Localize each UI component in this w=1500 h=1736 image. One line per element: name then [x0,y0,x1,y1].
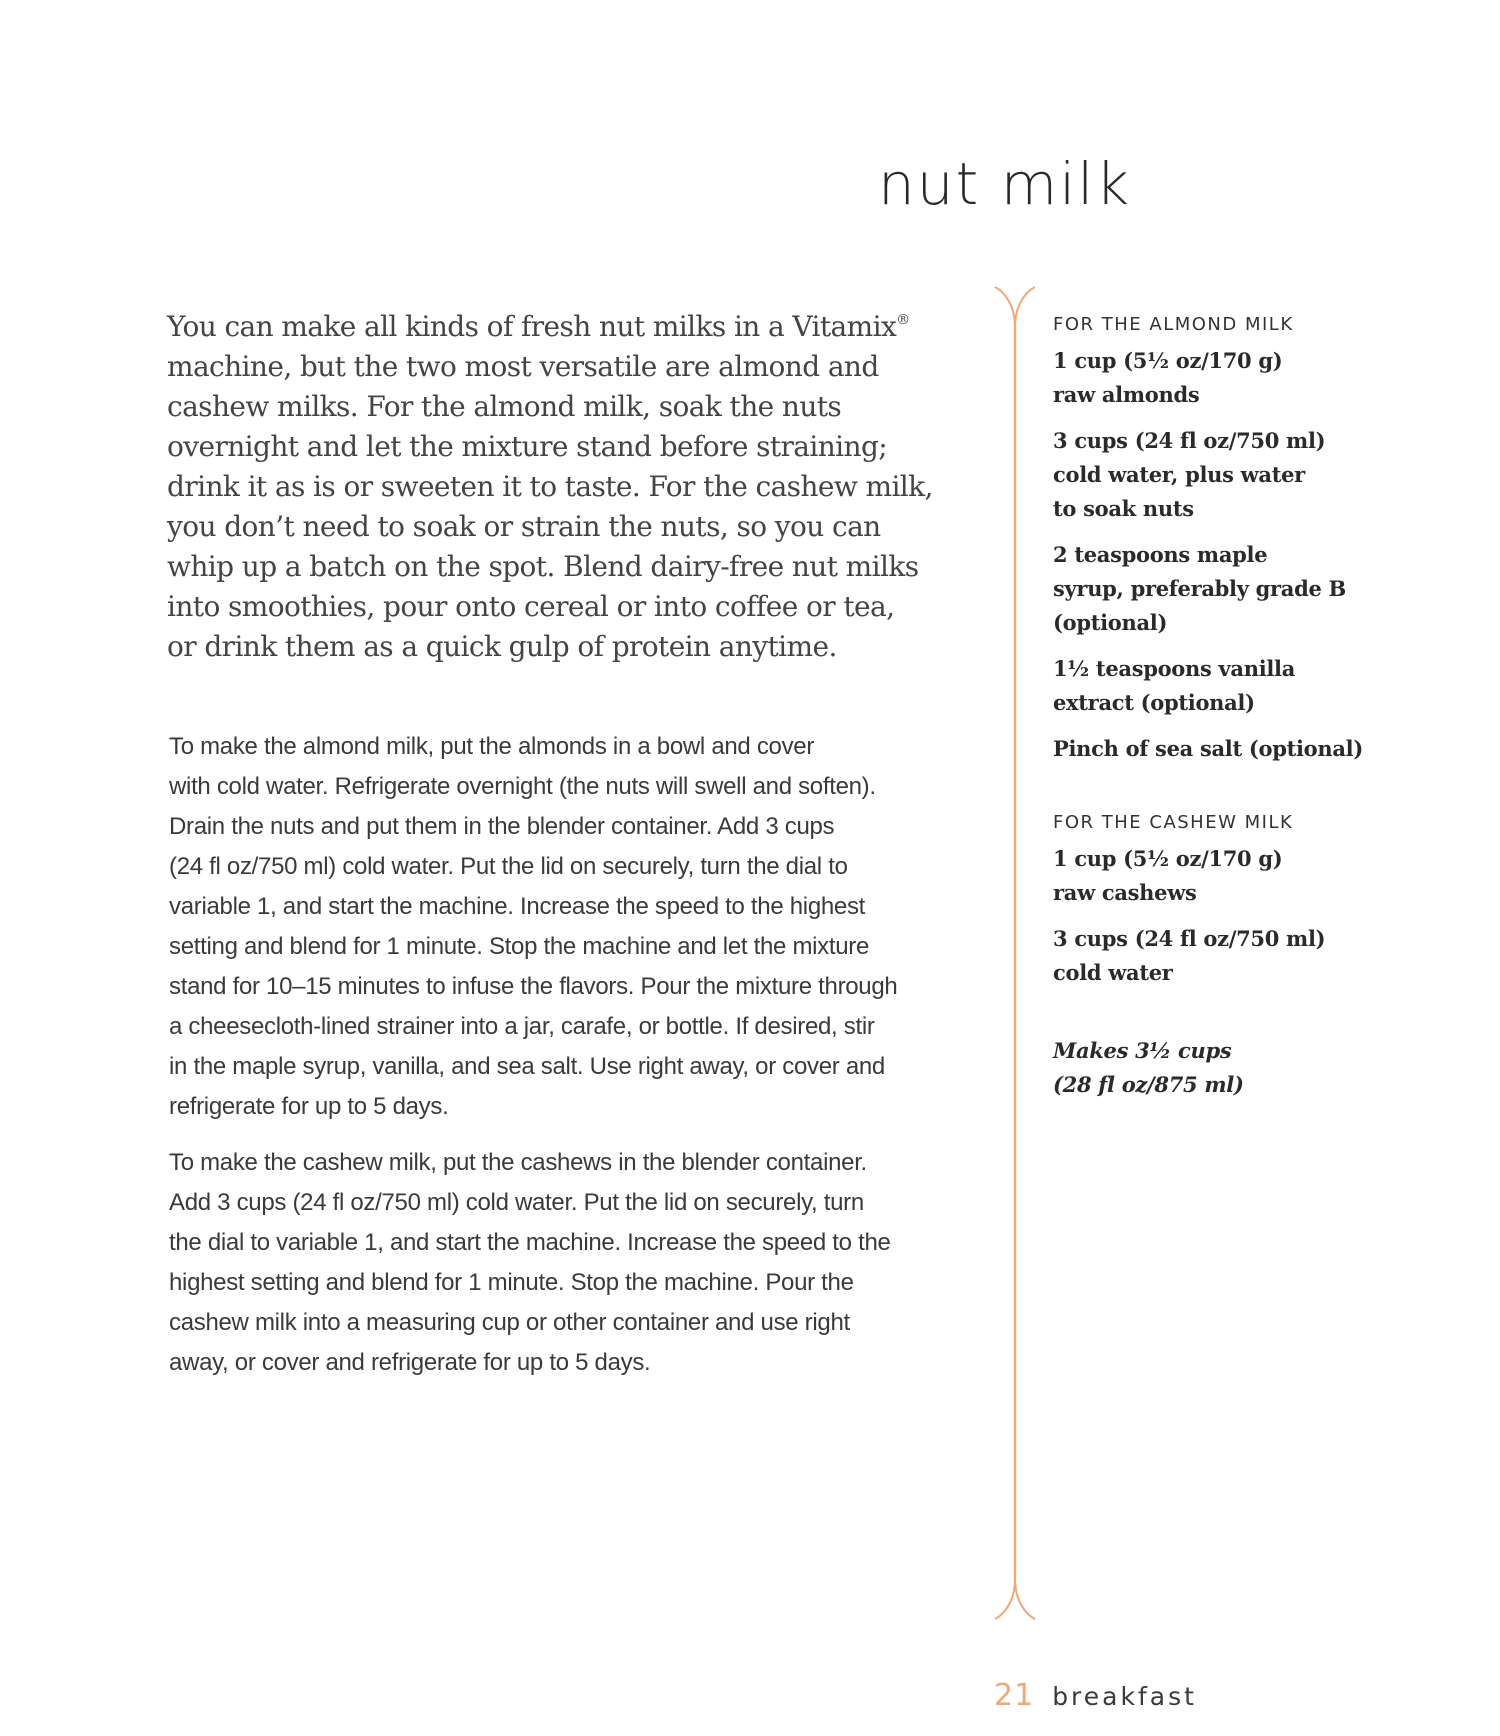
ingredient-line: extract (optional) [1053,690,1255,715]
intro-line: You can make all kinds of fresh nut milks in a Vitamix® [167,310,910,343]
column-divider [993,283,1043,1623]
method-line: refrigerate for up to 5 days. [169,1093,449,1120]
method-line: with cold water. Refrigerate overnight (the nuts will swell and soften). [169,773,876,800]
method-line: in the maple syrup, vanilla, and sea salt. Use right away, or cover and [169,1053,885,1080]
ingredient-line: syrup, preferably grade B [1053,576,1346,601]
recipe-yield [1053,1034,1483,1102]
divider-bottom-flourish [995,1577,1035,1619]
method-line: away, or cover and refrigerate for up to 5 days. [169,1349,651,1376]
ingredient-line: cold water, plus water [1053,462,1305,487]
method-line: To make the cashew milk, put the cashews in the blender container. [169,1149,867,1176]
ingredient-line: 1½ teaspoons vanilla [1053,656,1296,681]
method-line: a cheesecloth-lined strainer into a jar, carafe, or bottle. If desired, stir [169,1013,875,1040]
cashew-method-paragraph [169,1143,969,1383]
almond-method-paragraph [169,727,969,1127]
intro-line: cashew milks. For the almond milk, soak the nuts [167,390,842,423]
method-line: To make the almond milk, put the almonds in a bowl and cover [169,733,815,760]
ingredients-sidebar [1053,310,1483,1102]
method-line: variable 1, and start the machine. Increase the speed to the highest [169,893,866,920]
intro-line: into smoothies, pour onto cereal or into coffee or tea, [167,590,895,623]
ingredient-item [1053,842,1483,910]
ingredient-item [1053,424,1483,526]
yield-line: (28 fl oz/875 ml) [1053,1072,1244,1097]
ingredient-item [1053,652,1483,720]
intro-line: overnight and let the mixture stand before straining; [167,430,888,463]
method-line: (24 fl oz/750 ml) cold water. Put the lid on securely, turn the dial to [169,853,848,880]
method-section [169,727,969,1399]
page-footer [994,1678,1197,1713]
method-line: Drain the nuts and put them in the blender container. Add 3 cups [169,813,835,840]
intro-line: whip up a batch on the spot. Blend dairy-free nut milks [167,550,919,583]
method-line: cashew milk into a measuring cup or other container and use right [169,1309,850,1336]
intro-line: you don’t need to soak or strain the nuts, so you can [167,510,881,543]
ingredient-item [1053,732,1483,766]
cashew-ingredients-heading: FOR THE CASHEW MILK [1053,812,1294,833]
page-title: nut milk [878,150,1132,218]
ingredient-item [1053,922,1483,990]
method-line: setting and blend for 1 minute. Stop the machine and let the mixture [169,933,870,960]
ingredient-line: (optional) [1053,610,1168,635]
method-line: the dial to variable 1, and start the machine. Increase the speed to the [169,1229,891,1256]
intro-line: machine, but the two most versatile are almond and [167,350,879,383]
ingredient-line: 3 cups (24 fl oz/750 ml) [1053,428,1326,453]
ingredient-item [1053,538,1483,640]
divider-top-flourish [995,287,1035,329]
registered-mark: ® [896,312,910,328]
ingredient-line: 1 cup (5½ oz/170 g) [1053,846,1283,871]
yield-line: Makes 3½ cups [1053,1038,1232,1063]
ingredient-item [1053,344,1483,412]
ingredient-line: cold water [1053,960,1173,985]
ingredient-line: 3 cups (24 fl oz/750 ml) [1053,926,1326,951]
almond-ingredients-heading: FOR THE ALMOND MILK [1053,314,1294,335]
ingredient-line: 2 teaspoons maple [1053,542,1268,567]
ingredient-line: raw almonds [1053,382,1200,407]
section-name: breakfast [1052,1682,1197,1711]
intro-paragraph [167,307,967,667]
method-line: stand for 10–15 minutes to infuse the flavors. Pour the mixture through [169,973,898,1000]
intro-line: drink it as is or sweeten it to taste. For the cashew milk, [167,470,933,503]
ingredient-line: 1 cup (5½ oz/170 g) [1053,348,1283,373]
ingredient-line: raw cashews [1053,880,1197,905]
page-number: 21 [994,1678,1035,1713]
intro-line: or drink them as a quick gulp of protein anytime. [167,630,837,663]
method-line: Add 3 cups (24 fl oz/750 ml) cold water. Put the lid on securely, turn [169,1189,864,1216]
ingredient-line: to soak nuts [1053,496,1194,521]
ingredient-line: Pinch of sea salt (optional) [1053,736,1363,761]
method-line: highest setting and blend for 1 minute. Stop the machine. Pour the [169,1269,854,1296]
